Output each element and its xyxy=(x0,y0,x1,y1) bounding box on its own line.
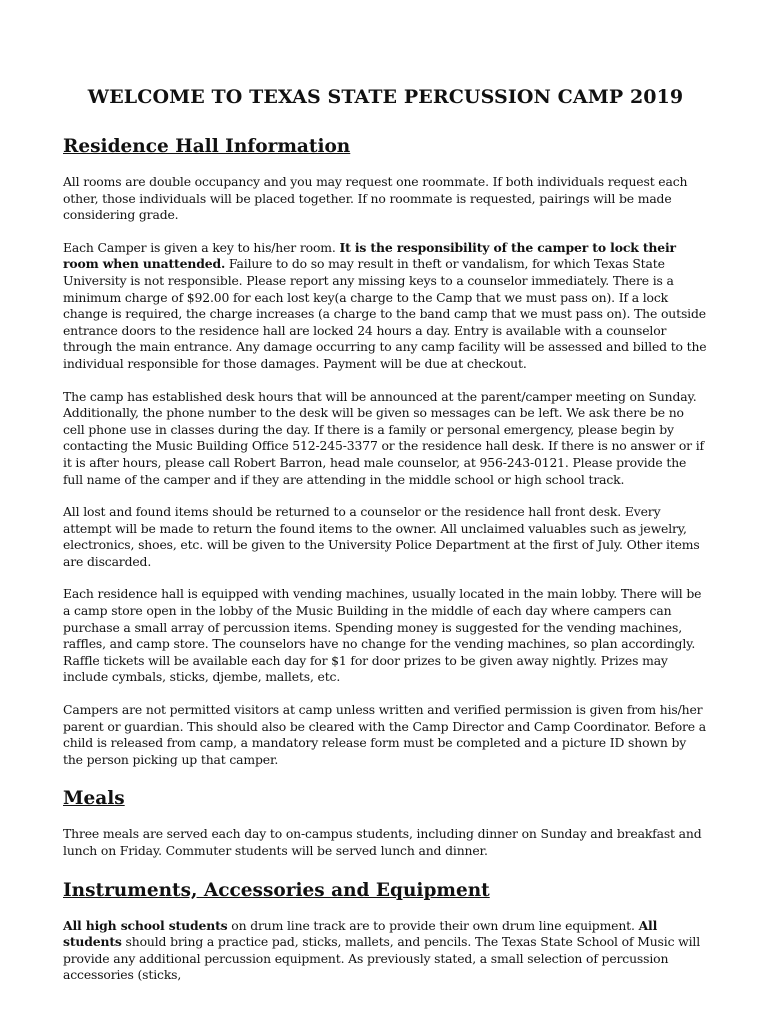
residence-heading: Residence Hall Information xyxy=(63,136,351,157)
meals-heading: Meals xyxy=(63,788,125,810)
keys-responsibility-text: It is the responsibility of the camper to lock their room when unattended. xyxy=(63,239,676,272)
residence-paragraph-vending: Each residence hall is equipped with vending machines, usually located in the main lobby. There will be a camp store open in the lobby of the Music Building in the middle of each day where campers can purchase a small array of percussion items. Spending money is suggested for the vending machines, raffles, and camp store. The counselors have no change for the vending machines, so plan accordingly. Raffle tickets will be available each day for $1 for door prizes to be given away nightly. Prizes may include cymbals, sticks, djembe, mallets, etc. xyxy=(63,586,702,685)
residence-paragraph-rooms: All rooms are double occupancy and you may request one roommate. If both individuals request each other, those individuals will be placed together. If no roommate is requested, pairings will be made considering grade. xyxy=(63,174,688,223)
practice-pad-text: should bring a practice pad, sticks, mallets, and pencils. The Texas State School of Music will provide any additional percussion equipment. As previously stated, a small selection of percussion accessories (sticks, xyxy=(63,934,701,983)
high-school-students-text: All high school students xyxy=(63,917,228,933)
instruments-paragraph xyxy=(63,918,708,984)
keys-intro-text: Each Camper is given a key to his/her room. xyxy=(63,239,340,255)
all-students-text: All students xyxy=(63,917,658,950)
page-title: WELCOME TO TEXAS STATE PERCUSSION CAMP 2019 xyxy=(87,86,684,108)
residence-paragraph-desk: The camp has established desk hours that will be announced at the parent/camper meeting on Sunday. Additionally, the phone number to the desk will be given so messages can be left. We ask there be no cell phone use in classes during the day. If there is a family or personal emergency, please begin by contacting the Music Building Office 512-245-3377 or the residence hall desk. If there is no answer or if it is after hours, please call Robert Barron, head male counselor, at 956-243-0121. Please provide the full name of the camper and if they are attending in the middle school or high school track. xyxy=(63,388,704,487)
keys-detail-text: Failure to do so may result in theft or vandalism, for which Texas State University is not responsible. Please report any missing keys to a counselor immediately. There is a minimum charge of $92.00 for each lost key(a charge to the Camp that we must pass on). If a lock change is required, the charge increases (a charge to the band camp that we must pass on). The outside entrance doors to the residence hall are locked 24 hours a day. Entry is available with a counselor through the main entrance. Any damage occurring to any camp facility will be assessed and billed to the individual responsible for those damages. Payment will be due at checkout. xyxy=(63,256,707,371)
instruments-heading: Instruments, Accessories and Equipment xyxy=(63,879,490,901)
drum-line-text: on drum line track are to provide their own drum line equipment. xyxy=(227,917,639,933)
residence-paragraph-lost-found: All lost and found items should be returned to a counselor or the residence hall front desk. Every attempt will be made to return the found items to the owner. All unclaimed valuables such as jewelry, electronics, shoes, etc. will be given to the University Police Department at the first of July. Other items are discarded. xyxy=(63,504,700,569)
residence-paragraph-visitors: Campers are not permitted visitors at camp unless written and verified permission is given from his/her parent or guardian. This should also be cleared with the Camp Director and Camp Coordinator. Before a child is released from camp, a mandatory release form must be completed and a picture ID shown by the person picking up that camper. xyxy=(63,702,707,767)
residence-paragraph-keys xyxy=(63,240,708,373)
meals-paragraph: Three meals are served each day to on-campus students, including dinner on Sunday and breakfast and lunch on Friday. Commuter students will be served lunch and dinner. xyxy=(63,826,702,858)
